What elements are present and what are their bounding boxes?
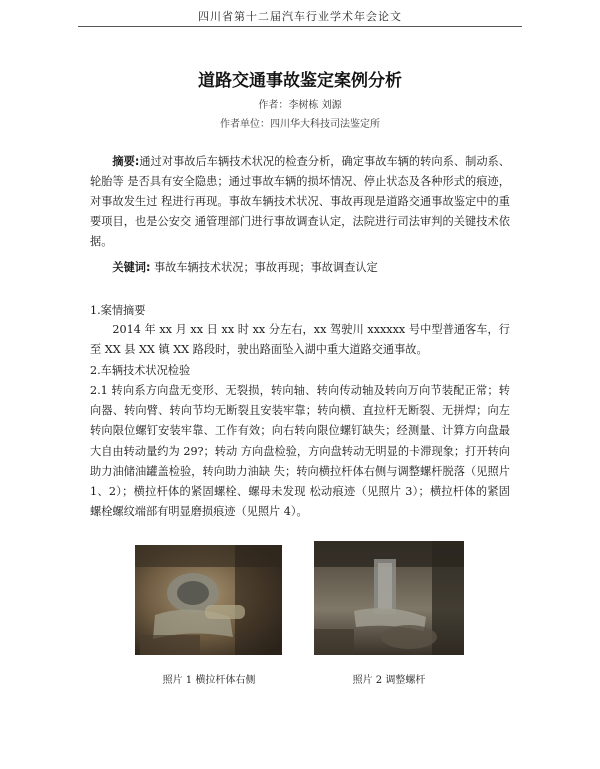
- section-heading-1: 1.案情摘要: [90, 304, 146, 317]
- paper-title: 道路交通事故鉴定案例分析: [198, 71, 402, 91]
- paper-authors: 作者：李树栋 刘源: [258, 100, 342, 111]
- section-body-1: 2014 年 xx 月 xx 日 xx 时 xx 分左右，xx 驾驶川 xxxxxx 号中型普通客车，行至 XX 县 XX 镇 XX 路段时，驶出路面坠入湖中重大道路交通事故。: [90, 323, 510, 356]
- running-header: 四川省第十二届汽车行业学术年会论文: [198, 10, 402, 23]
- section-heading-2: 2.车辆技术状况检验: [90, 364, 191, 377]
- figure-caption-1: 照片 1 横拉杆体右侧: [162, 675, 256, 686]
- section-body-2: 2.1 转向系方向盘无变形、无裂损，转向轴、转向传动轴及转向万向节装配正常；转向器、转向臂、转向节均无断裂且安装牢靠；转向横、直拉杆无断裂、无拼焊；向左转向限位螺钉安装牢靠、工作有效；向右转向限位螺钉缺失；经测量、计算方向盘最大自由转动量约为 29?；转动 方向盘检验，方向盘转动无明显的卡滞现象；打开转向助力油储油罐盖检验，转向助力油缺 失；转向横拉杆体右侧与调整螺杆脱落（见照片 1、2）；横拉杆体的紧固螺栓、螺母未发现 松动痕迹（见照片 3）；横拉杆体的紧固螺栓螺纹端部有明显磨损痕迹（见照片 4）。: [90, 384, 510, 519]
- header-rule: [78, 26, 522, 27]
- figure-caption-2: 照片 2 调整螺杆: [352, 675, 426, 686]
- keywords: [90, 258, 510, 278]
- abstract: [90, 152, 510, 252]
- abstract-label: 摘要:: [112, 155, 140, 168]
- keywords-text: 事故车辆技术状况；事故再现；事故调查认定: [150, 261, 378, 274]
- photo-adjusting-screw: [314, 541, 464, 655]
- photo-tie-rod-right-side: [135, 545, 282, 655]
- abstract-text: 通过对事故后车辆技术状况的检查分析，确定事故车辆的转向系、制动系、轮胎等 是否具有安全隐患；通过事故车辆的损坏情况、停止状态及各种形式的痕迹，对事故发生过 程进行再现。事故车辆技术状况、事故再现是道路交通事故鉴定中的重要项目，也是公安交 通管理部门进行事故调查认定，法院进行司法审判的关键技术依据。: [90, 155, 510, 248]
- paper-affiliation: 作者单位：四川华大科技司法鉴定所: [220, 119, 380, 130]
- keywords-label: 关键词:: [112, 261, 151, 274]
